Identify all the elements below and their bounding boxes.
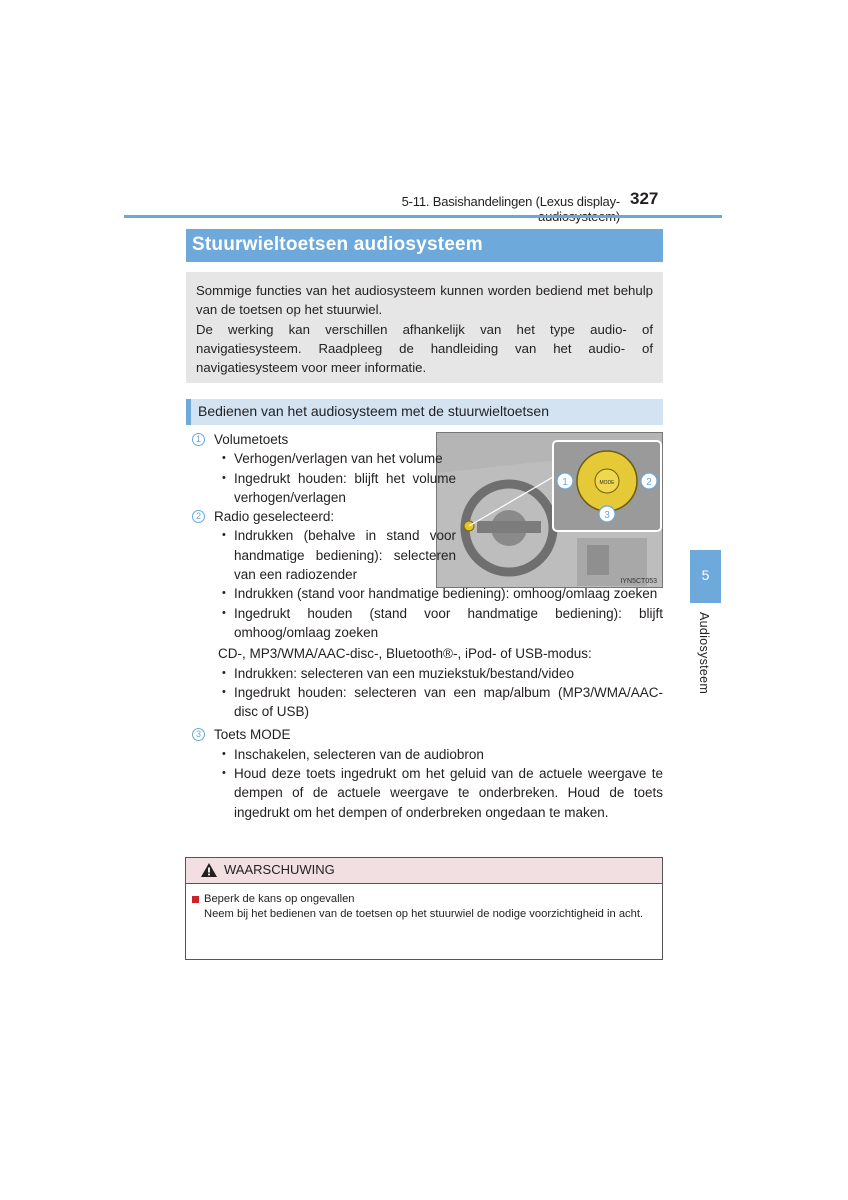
chapter-title: 5-11. Basishandelingen (Lexus display-: [401, 194, 620, 209]
red-square-icon: [192, 896, 199, 903]
mode-line: CD-, MP3/WMA/AAC-disc-, Bluetooth®-, iPod- of USB-modus:: [218, 646, 592, 662]
item-bullet: • Indrukken (stand voor handmatige bediening): omhoog/omlaag zoeken: [218, 584, 663, 603]
warning-triangle-icon: [200, 862, 218, 878]
item-number: 2: [192, 510, 205, 523]
warning-subtitle: [192, 892, 654, 907]
intro-paragraph: Sommige functies van het audiosysteem kunnen worden bediend met behulp van de toetsen op het stuurwiel.: [196, 283, 653, 318]
chapter-tab: 5: [690, 550, 721, 603]
intro-paragraph: De werking kan verschillen afhankelijk van het type audio- of navigatiesysteem. Raadpleeg de handleiding van het audio- of navigatiesysteem voor meer informatie.: [196, 321, 653, 376]
item-bullet: • Houd deze toets ingedrukt om het geluid van de actuele weergave te dempen of de actuele weergave te onderbreken. Houd de toets ingedrukt om het dempen of onderbreken ongedaan te maken.: [218, 764, 663, 822]
warning-box: [185, 857, 663, 960]
callout-3: 3: [604, 510, 610, 521]
header-rule: [124, 215, 722, 218]
item-bullet: • Ingedrukt houden: blijft het volume verhogen/verlagen: [218, 469, 456, 508]
item-bullet: • Indrukken: selecteren van een muziekstuk/bestand/video: [218, 664, 663, 683]
mode-label: MODE: [599, 480, 615, 486]
list-item-radio: [186, 507, 663, 721]
warning-header: [186, 858, 662, 884]
item-bullet: • Ingedrukt houden (stand voor handmatige bediening): blijft omhoog/omlaag zoeken: [218, 604, 663, 643]
item-bullet: • Ingedrukt houden: selecteren van een map/album (MP3/WMA/AAC-disc of USB): [218, 683, 663, 722]
item-number: 3: [192, 728, 205, 741]
callout-2: 2: [646, 477, 652, 488]
warning-subtitle-text: Beperk de kans op ongevallen: [204, 893, 355, 905]
list-item-mode: [186, 725, 663, 821]
subsection-accent: [186, 399, 191, 425]
page-number: 327: [630, 189, 659, 208]
item-title: Radio geselecteerd:: [214, 509, 335, 525]
item-bullet: • Inschakelen, selecteren van de audiobron: [218, 745, 663, 764]
item-number: 1: [192, 433, 205, 446]
subsection-title: Bedienen van het audiosysteem met de stuurwieltoetsen: [198, 403, 549, 419]
section-title: Stuurwieltoetsen audiosysteem: [186, 229, 663, 262]
item-list: [186, 430, 663, 822]
warning-text: Neem bij het bedienen van de toetsen op het stuurwiel de nodige voorzichtigheid in acht.: [204, 908, 644, 920]
intro-box: [186, 272, 663, 383]
item-title: Toets MODE: [214, 727, 291, 743]
list-item-volume: [186, 430, 663, 507]
warning-label: WAARSCHUWING: [224, 862, 335, 877]
chapter-tab-label: Audiosysteem: [697, 612, 711, 695]
item-bullet: • Indrukken (behalve in stand voor handmatige bediening): selecteren van een radiozender: [218, 526, 456, 584]
item-bullet: • Verhogen/verlagen van het volume: [218, 449, 456, 468]
warning-body: [186, 884, 662, 922]
item-title: Volumetoets: [214, 432, 289, 447]
figure-code: IYN5CT053: [620, 578, 657, 585]
callout-1: 1: [562, 477, 568, 488]
subsection-header: [186, 399, 663, 425]
